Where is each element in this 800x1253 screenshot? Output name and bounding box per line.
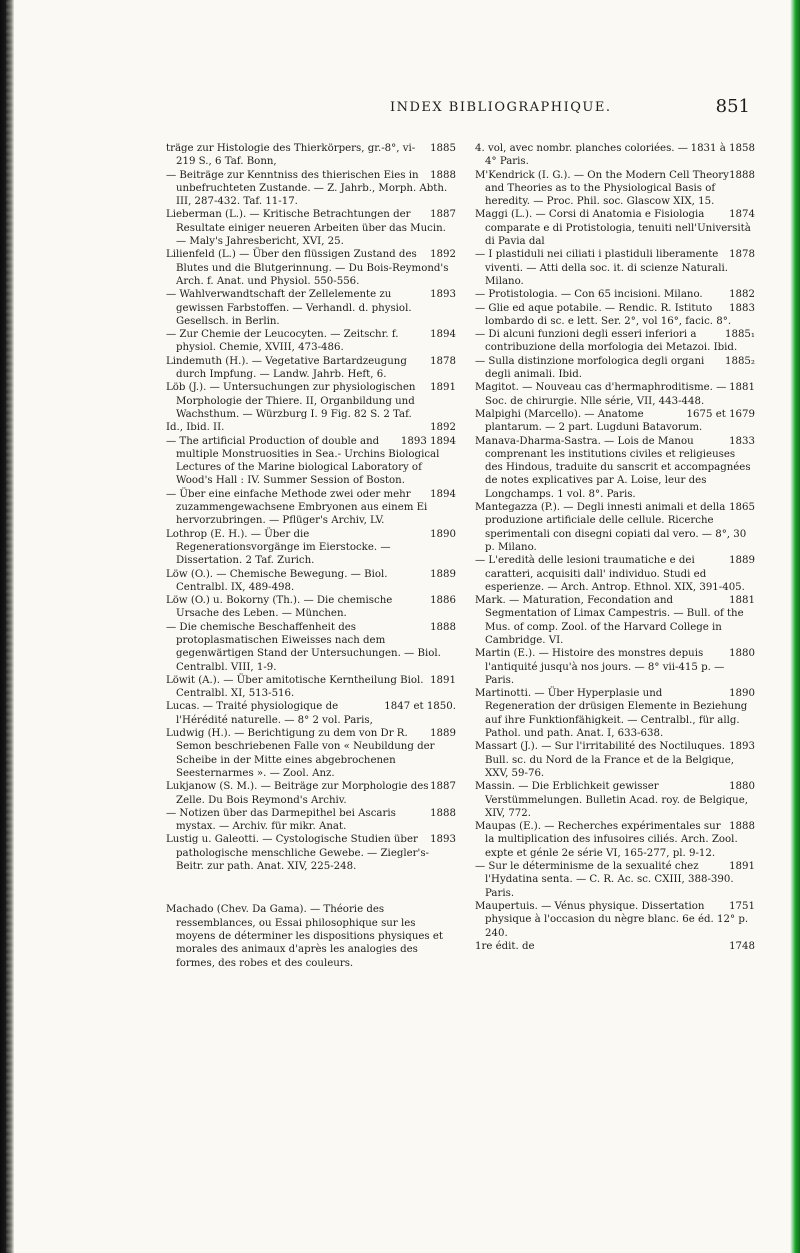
bibliography-entry: [475, 820, 755, 860]
bibliography-entry: [166, 248, 456, 288]
bibliography-entry: [166, 807, 456, 834]
bibliography-entry: [475, 355, 755, 382]
page-header: [150, 96, 750, 124]
entry-text: Maupas (E.). — Recherches expérimentales sur la multiplication des infusoires ciliés. Arch. Zool. expte et génle 2e série VI, 165-277, pl. 9-12.: [475, 821, 738, 859]
entry-text: — I plastiduli nei ciliati i plastiduli liberamente viventi. — Atti della soc. it. di scienze Naturali. Milano.: [475, 249, 729, 287]
bibliography-entry: [475, 142, 755, 169]
entry-year: 1887: [430, 781, 456, 793]
entry-year: 1878: [430, 355, 456, 367]
entry-text: — Notizen über das Darmepithel bei Ascaris mystax. — Archiv. für mikr. Anat.: [166, 807, 396, 833]
bibliography-entry: [166, 568, 456, 595]
entry-year: 1881: [729, 382, 755, 394]
entry-text: M'Kendrick (I. G.). — On the Modern Cell Theory and Theories as to the Physiological Basis of heredity. — Proc. Phil. soc. Glascow XIX, 15.: [475, 169, 729, 208]
entry-text: — Sur le déterminisme de la sexualité chez l'Hydatina senta. — C. R. Ac. sc. CXIII, 388-390. Paris.: [475, 861, 734, 899]
entry-year: 1891: [729, 861, 755, 873]
entry-year: 1880: [729, 648, 755, 660]
left-column: [166, 142, 456, 970]
bibliography-entry: [166, 674, 456, 701]
entry-year: 1885₂: [724, 355, 755, 367]
bibliography-entry: [166, 621, 456, 674]
entry-year: 1894: [430, 329, 456, 341]
bibliography-entry: [475, 860, 755, 900]
bibliography-entry: [166, 421, 456, 434]
bibliography-entry: [166, 208, 456, 248]
entry-year: 1883: [729, 302, 755, 314]
bibliography-entry: [166, 780, 456, 807]
entry-year: 1888: [430, 807, 456, 819]
bibliography-entry: [475, 554, 755, 594]
scan-right-edge: [790, 0, 800, 1253]
entry-text: — Di alcuni funzioni degli esseri inferiori a contribuzione della morfologia dei Metazoi. Ibid.: [475, 329, 738, 354]
entry-text: Maggi (L.). — Corsi di Anatomia e Fisiologia comparate e di Protistologia, tenuiti nell'Università di Pavia dal: [475, 209, 751, 248]
bibliography-entry: [475, 302, 755, 329]
entry-text: Lindemuth (H.). — Vegetative Bartardzeugung durch Impfung. — Landw. Jahrb. Heft, 6.: [166, 355, 407, 381]
right-column: [475, 142, 755, 953]
entry-year: 1880: [729, 781, 755, 793]
entry-text: 4. vol, avec nombr. planches coloriées. — 4° Paris.: [475, 143, 688, 168]
entry-year: 1831 à 1858: [690, 143, 755, 154]
entry-text: Martinotti. — Über Hyperplasie und Regeneration der drüsigen Elemente in Beziehung auf ihre Funktionfähigkeit. — Centralbl., für allg. Pathol. und path. Anat. I, 633-638.: [475, 688, 748, 740]
entry-year: 1890: [729, 688, 755, 700]
entry-text: Lucas. — Traité physiologique de l'Hérédité naturelle. — 8° 2 vol. Paris,: [166, 701, 373, 726]
entry-text: Massin. — Die Erblichkeit gewisser Verstümmelungen. Bulletin Acad. roy. de Belgique, XIV, 772.: [475, 781, 748, 819]
bibliography-entry: [475, 248, 755, 288]
entry-text: — Protistologia. — Con 65 incisioni. Milano.: [475, 289, 703, 301]
bibliography-entry: [166, 727, 456, 780]
entry-year: 1885₁: [724, 329, 755, 341]
bibliography-entry: [475, 501, 755, 554]
entry-year: 1886: [430, 595, 456, 607]
entry-year: 1847 et 1850.: [384, 701, 456, 713]
bibliography-entry: [166, 435, 456, 488]
bibliography-entry: [475, 435, 755, 501]
bibliography-entry: [166, 355, 456, 382]
entry-year: 1888: [430, 169, 456, 181]
scan-left-edge: [0, 0, 14, 1253]
entry-text: — Wahlverwandtschaft der Zellelemente zu gewissen Farbstoffen. — Verhandl. d. physiol. Gesellsch. in Berlin.: [166, 289, 412, 327]
entry-year: 1882: [729, 289, 755, 301]
entry-gap: [166, 873, 456, 903]
entry-year: 1881: [729, 595, 755, 607]
entry-year: 1893 1894: [400, 435, 456, 447]
entry-text: Malpighi (Marcello). — Anatome plantarum. — 2 part. Lugduni Batavorum.: [475, 408, 703, 434]
entry-text: — Glie ed aque potabile. — Rendic. R. Istituto lombardo di sc. e lett. Ser. 2°, vol 16°, facic. 8°.: [475, 302, 732, 327]
bibliography-entry: [166, 833, 456, 873]
bibliography-entry: [475, 780, 755, 820]
entry-text: Lilienfeld (L.) — Über den flüssigen Zustand des Blutes und die Blutgerinnung. — Du Bois-Reymond's Arch. f. Anat. und Physiol. 550-556.: [166, 249, 449, 287]
entry-text: Lothrop (E. H.). — Über die Regenerationsvorgänge im Eierstocke. — Dissertation. 2 Taf. Zurich.: [166, 528, 391, 567]
entry-text: — Sulla distinzione morfologica degli organi degli animali. Ibid.: [475, 355, 705, 381]
entry-text: Lieberman (L.). — Kritische Betrachtungen der Resultate einiger neueren Arbeiten über das Mucin. — Maly's Jahresbericht, XVI, 25.: [166, 209, 446, 248]
bibliography-entry: [475, 687, 755, 740]
bibliography-entry: [166, 488, 456, 528]
entry-year: 1892: [430, 249, 456, 261]
bibliography-entry: [475, 381, 755, 408]
bibliography-entry: [166, 328, 456, 355]
entry-year: 1751: [729, 900, 755, 912]
entry-text: 1re édit. de: [475, 940, 535, 952]
entry-year: 1889: [729, 555, 755, 567]
entry-year: 1885: [430, 143, 456, 154]
page-number: 851: [715, 96, 750, 117]
entry-year: 1893: [430, 289, 456, 301]
entry-text: Lustig u. Galeotti. — Cystologische Studien über pathologische menschliche Gewebe. — Ziegler's-Beitr. zur path. Anat. XIV, 225-248.: [166, 834, 429, 873]
entry-year: 1888: [729, 821, 755, 833]
bibliography-entry: [475, 900, 755, 940]
entry-text: träge zur Histologie des Thierkörpers, gr.-8°, vi-219 S., 6 Taf. Bonn,: [166, 143, 416, 168]
bibliography-entry: [475, 740, 755, 780]
entry-text: Maupertuis. — Vénus physique. Dissertation physique à l'occasion du nègre blanc. 6e éd. 12° p. 240.: [475, 900, 749, 939]
bibliography-entry: [166, 594, 456, 621]
entry-text: Löw (O.). — Chemische Bewegung. — Biol. Centralbl. IX, 489-498.: [166, 568, 388, 593]
bibliography-entry: [166, 288, 456, 328]
bibliography-entry: [475, 940, 755, 953]
entry-year: 1887: [430, 209, 456, 221]
entry-year: 1874: [729, 209, 755, 221]
entry-text: — Über eine einfache Methode zwei oder mehr zuzammengewachsene Embryonen aus einem Ei hervorzubringen. — Pflüger's Archiv, LV.: [166, 488, 428, 527]
entry-text: — Zur Chemie der Leucocyten. — Zeitschr. f. physiol. Chemie, XVIII, 473-486.: [166, 329, 399, 354]
entry-text: Machado (Chev. Da Gama). — Théorie des ressemblances, ou Essai philosophique sur les moyens de déterminer les dispositions physiques et morales des animaux d'après les analogies des formes, des robes et des couleurs.: [166, 904, 443, 969]
entry-text: Mark. — Maturation, Fecondation and Segmentation of Limax Campestris. — Bull. of the Mus. of comp. Zool. of the Harvard College in Cambridge. VI.: [475, 595, 744, 646]
entry-text: Manava-Dharma-Sastra. — Lois de Manou comprenant les institutions civiles et religieuses des Hindous, traduite du sanscrit et accompagnées de notes explicatives par A. Loise, leur des Longchamps. 1 vol. 8°. Paris.: [475, 435, 751, 500]
bibliography-entry: [475, 594, 755, 647]
bibliography-entry: [475, 208, 755, 248]
entry-year: 1878: [729, 249, 755, 261]
bibliography-entry: [475, 288, 755, 301]
running-title: INDEX BIBLIOGRAPHIQUE.: [390, 100, 612, 115]
bibliography-entry: [166, 169, 456, 209]
entry-year: 1892: [430, 422, 456, 434]
entry-text: Magitot. — Nouveau cas d'hermaphroditisme. — Soc. de chirurgie. Nlle série, VII, 443-448.: [475, 382, 727, 407]
entry-text: Id., Ibid. II.: [166, 422, 225, 434]
entry-year: 1889: [430, 568, 456, 580]
entry-text: Martin (E.). — Histoire des monstres depuis l'antiquité jusqu'à nos jours. — 8° vii-415 p. — Paris.: [475, 648, 725, 686]
bibliography-entry: [475, 328, 755, 355]
bibliography-entry: [166, 903, 456, 969]
entry-year: 1891: [430, 382, 456, 394]
entry-year: 1893: [430, 834, 456, 846]
bibliography-entry: [166, 142, 456, 169]
bibliography-entry: [475, 647, 755, 687]
entry-year: 1675 et 1679: [686, 408, 755, 420]
entry-text: — L'eredità delle lesioni traumatiche e dei caratteri, acquisiti dall' individuo. Studi ed esperienze. — Arch. Antrop. Ethnol. XIX, 391-405.: [475, 555, 745, 593]
bibliography-entry: [166, 381, 456, 421]
entry-year: 1865: [729, 502, 755, 514]
entry-year: 1833: [729, 435, 755, 447]
entry-year: 1888: [729, 169, 755, 181]
entry-year: 1891: [430, 674, 456, 686]
entry-year: 1894: [430, 488, 456, 500]
bibliography-entry: [166, 528, 456, 568]
entry-text: Löw (O.) u. Bokorny (Th.). — Die chemische Ursache des Leben. — München.: [166, 595, 393, 620]
entry-text: — The artificial Production of double and multiple Monstruosities in Sea.- Urchins Biological Lectures of the Marine biological Laboratory of Wood's Hall : IV. Summer Session of Boston.: [166, 435, 440, 487]
entry-text: Lukjanow (S. M.). — Beiträge zur Morphologie des Zelle. Du Bois Reymond's Archiv.: [166, 781, 429, 806]
entry-text: Massart (J.). — Sur l'irritabilité des Noctiluques. Bull. sc. du Nord de la France et de la Belgique, XXV, 59-76.: [475, 741, 734, 779]
entry-year: 1888: [430, 621, 456, 633]
entry-text: — Die chemische Beschaffenheit des protoplasmatischen Eiweisses nach dem gegenwärtigen Stand der Untersuchungen. — Biol. Centralbl. VIII, 1-9.: [166, 621, 441, 673]
entry-text: Löwit (A.). — Über amitotische Kerntheilung Biol. Centralbl. XI, 513-516.: [166, 674, 424, 700]
entry-year: 1890: [430, 528, 456, 540]
entry-text: Mantegazza (P.). — Degli innesti animali et della produzione artificiale delle cellule. Ricerche sperimentali con disegni copiati dal vero. — 8°, 30 p. Milano.: [475, 502, 747, 553]
entry-year: 1889: [430, 728, 456, 740]
bibliography-entry: [475, 408, 755, 435]
entry-text: Löb (J.). — Untersuchungen zur physiologischen Morphologie der Thiere. II, Organbildung und Wachsthum. — Würzburg I. 9 Fig. 82 S. 2 Taf.: [166, 382, 416, 420]
entry-text: — Beiträge zur Kenntniss des thierischen Eies in unbefruchteten Zustande. — Z. Jahrb., Morph. Abth. III, 287-432. Taf. 11-17.: [166, 169, 448, 208]
entry-year: 1748: [729, 940, 755, 952]
entry-text: Ludwig (H.). — Berichtigung zu dem von Dr R. Semon beschriebenen Falle von « Neubildung der Scheibe in der Mitte eines abgebrochenen Seesternarmes ». — Zool. Anz.: [166, 728, 435, 779]
bibliography-entry: [166, 700, 456, 727]
entry-year: 1893: [729, 741, 755, 753]
bibliography-entry: [475, 169, 755, 209]
